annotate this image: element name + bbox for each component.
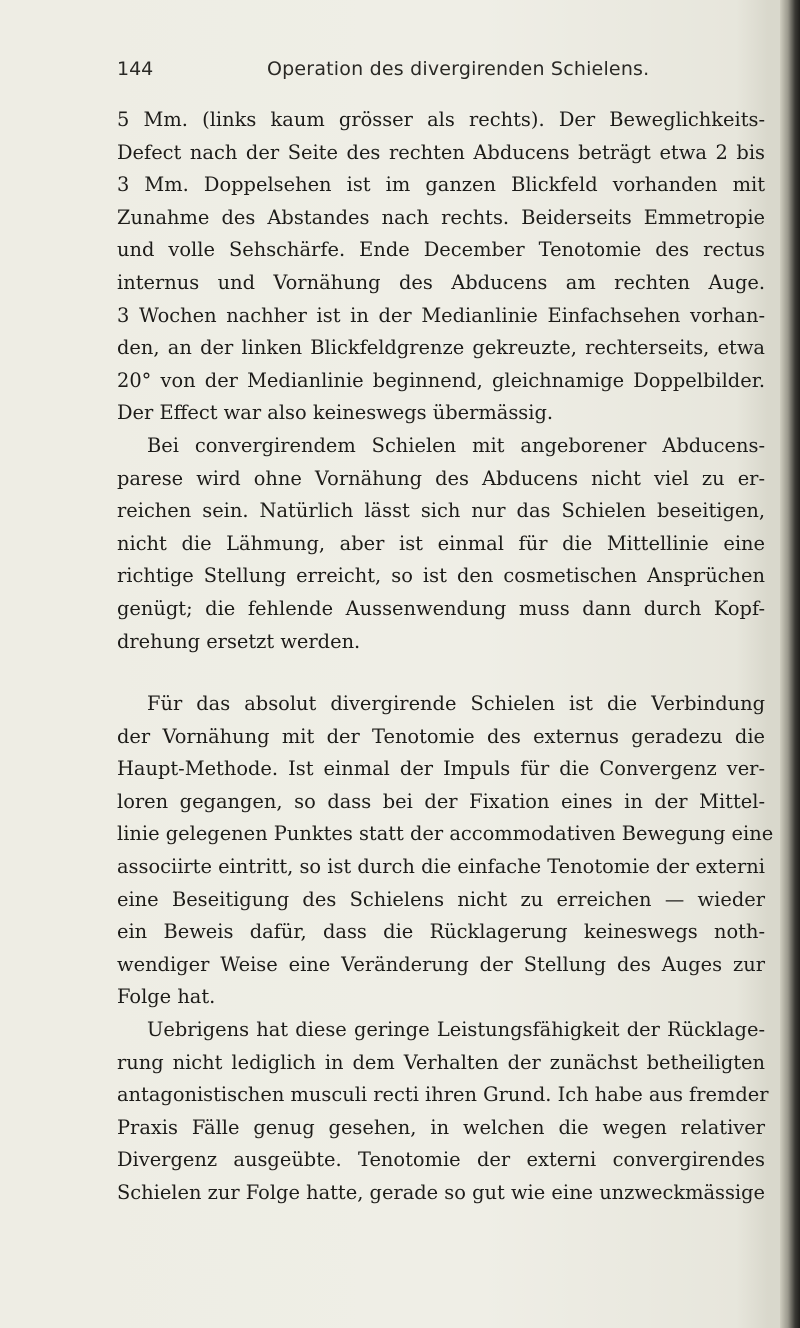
- text-line: 20° von der Medianlinie beginnend, gleichnamige Doppelbilder.: [117, 368, 765, 392]
- text-line: Haupt-Methode. Ist einmal der Impuls für die Convergenz ver-: [117, 757, 765, 781]
- text-line: loren gegangen, so dass bei der Fixation eines in der Mittel-: [117, 789, 765, 813]
- text-line: Folge hat.: [117, 985, 216, 1009]
- text-line: ein Beweis dafür, dass die Rücklagerung keineswegs noth-: [117, 920, 765, 944]
- text-line: internus und Vornähung des Abducens am rechten Auge.: [117, 270, 765, 294]
- text-line: Divergenz ausgeübte. Tenotomie der externi convergirendes: [117, 1148, 765, 1172]
- text-line: parese wird ohne Vornähung des Abducens nicht viel zu er-: [117, 466, 765, 490]
- text-line: linie gelegenen Punktes statt der accommodativen Bewegung eine: [117, 822, 774, 846]
- text-line: eine Beseitigung des Schielens nicht zu erreichen — wieder: [117, 887, 765, 911]
- text-line: associirte eintritt, so ist durch die einfache Tenotomie der externi: [117, 855, 765, 879]
- page-number: 144: [117, 58, 154, 80]
- text-line: wendiger Weise eine Veränderung der Stellung des Auges zur: [117, 952, 765, 976]
- paragraph: [117, 688, 774, 1014]
- paragraph: [117, 104, 765, 430]
- section-gap: [117, 658, 765, 688]
- text-line: nicht die Lähmung, aber ist einmal für die Mittellinie eine: [117, 531, 765, 555]
- body-text: [117, 104, 774, 1210]
- running-head: Operation des divergirenden Schielens.: [267, 58, 650, 80]
- text-line: der Vornähung mit der Tenotomie des externus geradezu die: [117, 724, 765, 748]
- text-line: Uebrigens hat diese geringe Leistungsfähigkeit der Rücklage-: [147, 1018, 765, 1042]
- text-line: genügt; die fehlende Aussenwendung muss dann durch Kopf-: [117, 596, 765, 620]
- page-header: [117, 58, 757, 92]
- text-line: Defect nach der Seite des rechten Abducens beträgt etwa 2 bis: [117, 140, 765, 164]
- paragraph: [117, 1014, 769, 1210]
- text-line: 3 Mm. Doppelsehen ist im ganzen Blickfeld vorhanden mit: [117, 173, 765, 197]
- text-line: Bei convergirendem Schielen mit angeborener Abducens-: [147, 433, 765, 457]
- text-line: und volle Sehschärfe. Ende December Tenotomie des rectus: [117, 238, 765, 262]
- text-line: Zunahme des Abstandes nach rechts. Beiderseits Emmetropie: [117, 205, 765, 229]
- text-line: rung nicht lediglich in dem Verhalten der zunächst betheiligten: [117, 1050, 765, 1074]
- text-line: Für das absolut divergirende Schielen ist die Verbindung: [147, 692, 765, 716]
- text-line: reichen sein. Natürlich lässt sich nur das Schielen beseitigen,: [117, 499, 765, 523]
- paragraph: [117, 430, 765, 658]
- text-line: antagonistischen musculi recti ihren Grund. Ich habe aus fremder: [117, 1083, 769, 1107]
- text-line: drehung ersetzt werden.: [117, 629, 361, 653]
- text-line: den, an der linken Blickfeldgrenze gekreuzte, rechterseits, etwa: [117, 336, 765, 360]
- page-edge-shadow: [780, 0, 800, 1328]
- text-line: 5 Mm. (links kaum grösser als rechts). Der Beweglichkeits-: [117, 108, 765, 131]
- text-line: richtige Stellung erreicht, so ist den cosmetischen Ansprüchen: [117, 564, 765, 588]
- text-line: Schielen zur Folge hatte, gerade so gut wie eine unzweckmässige: [117, 1181, 766, 1204]
- text-line: Der Effect war also keineswegs übermässig.: [117, 401, 554, 425]
- text-line: 3 Wochen nachher ist in der Medianlinie Einfachsehen vorhan-: [117, 303, 765, 327]
- text-line: Praxis Fälle genug gesehen, in welchen die wegen relativer: [117, 1115, 765, 1139]
